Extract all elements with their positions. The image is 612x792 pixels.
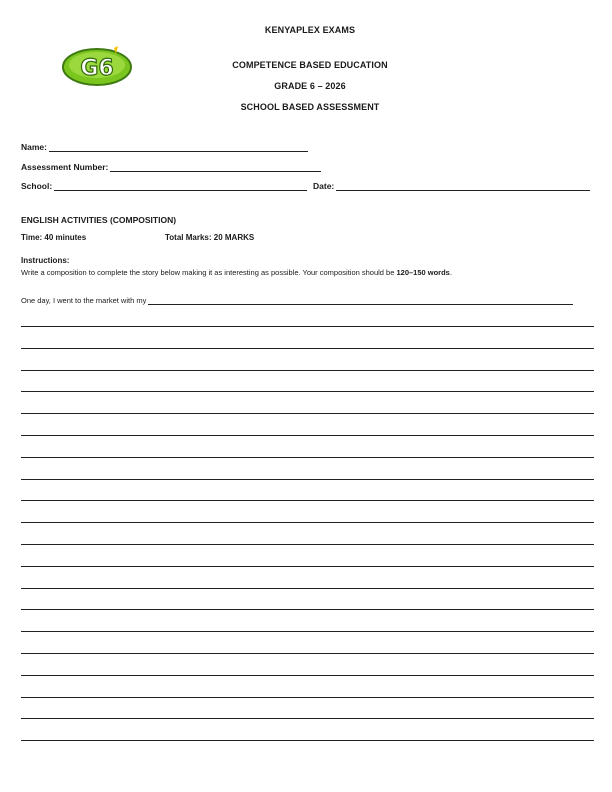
subject-title: ENGLISH ACTIVITIES (COMPOSITION) <box>21 215 177 225</box>
school-field[interactable] <box>21 181 307 191</box>
writing-line[interactable] <box>21 479 594 480</box>
writing-line[interactable] <box>21 544 594 545</box>
writing-line[interactable] <box>21 718 594 719</box>
instructions-heading: Instructions: <box>21 256 70 265</box>
header-curriculum: COMPETENCE BASED EDUCATION <box>232 60 388 70</box>
instructions-body: Write a composition to complete the story below making it as interesting as possible. Your composition should be <box>21 268 397 277</box>
writing-line[interactable] <box>21 609 594 610</box>
writing-line[interactable] <box>21 675 594 676</box>
writing-line[interactable] <box>21 435 594 436</box>
assessment-number-label: Assessment Number: <box>21 162 109 172</box>
total-marks: Total Marks: 20 MARKS <box>165 233 255 242</box>
assessment-number-field[interactable] <box>21 162 321 172</box>
writing-line[interactable] <box>21 370 594 371</box>
writing-line[interactable] <box>21 413 594 414</box>
date-label: Date: <box>313 181 335 191</box>
header-assessment: SCHOOL BASED ASSESSMENT <box>240 102 380 112</box>
story-prompt: One day, I went to the market with my <box>21 296 147 305</box>
writing-line[interactable] <box>21 653 594 654</box>
writing-line[interactable] <box>21 522 594 523</box>
name-field[interactable] <box>21 142 308 152</box>
writing-line[interactable] <box>21 566 594 567</box>
school-line[interactable] <box>54 181 307 191</box>
writing-line[interactable] <box>21 348 594 349</box>
instructions-text <box>21 268 596 277</box>
name-label: Name: <box>21 142 47 152</box>
writing-line[interactable] <box>21 457 594 458</box>
header-grade: GRADE 6 – 2026 <box>274 81 346 91</box>
word-count: 120–150 words <box>396 268 450 277</box>
instructions-end: . <box>449 268 452 277</box>
assessment-number-line[interactable] <box>110 162 321 172</box>
writing-line[interactable] <box>21 740 594 741</box>
writing-line[interactable] <box>21 326 594 327</box>
story-first-line[interactable] <box>148 296 573 305</box>
date-line[interactable] <box>336 181 590 191</box>
name-line[interactable] <box>49 142 308 152</box>
date-field[interactable] <box>313 181 590 191</box>
writing-line[interactable] <box>21 500 594 501</box>
writing-line[interactable] <box>21 697 594 698</box>
story-start[interactable] <box>21 296 573 305</box>
writing-line[interactable] <box>21 391 594 392</box>
writing-line[interactable] <box>21 631 594 632</box>
header-exam-body: KENYAPLEX EXAMS <box>264 25 356 35</box>
school-label: School: <box>21 181 53 191</box>
writing-line[interactable] <box>21 588 594 589</box>
time-allowed: Time: 40 minutes <box>21 233 87 242</box>
logo-text: G6 <box>80 56 114 81</box>
g6-logo <box>60 44 134 88</box>
